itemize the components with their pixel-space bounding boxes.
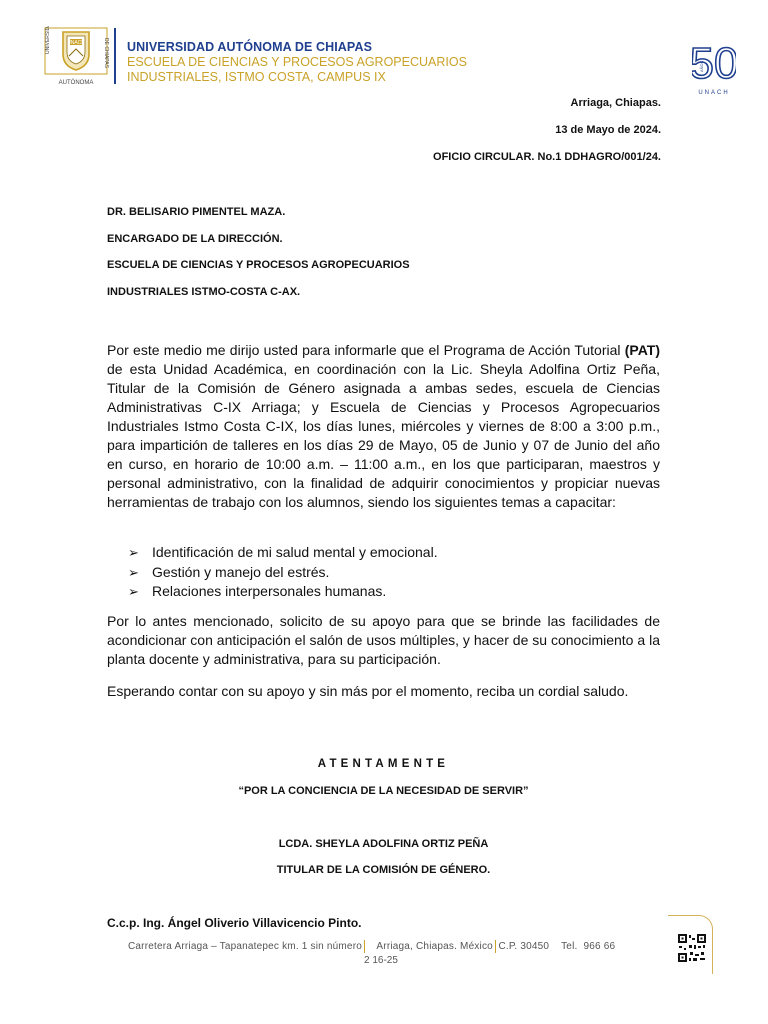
fifty-years-logo [692,24,736,98]
signatory-name: LCDA. SHEYLA ADOLFINA ORTIZ PEÑA [278,838,489,850]
signatory-title: TITULAR DE LA COMISIÓN DE GÉNERO. [276,864,491,876]
letterhead-divider [114,28,116,84]
university-motto: “POR LA CONCIENCIA DE LA NECESIDAD DE SERVIR” [238,785,529,797]
recipient-school-line-2: INDUSTRIALES ISTMO-COSTA C-AX. [107,286,301,298]
topics-list [128,543,438,602]
qr-code-icon[interactable] [677,933,707,963]
university-crest-logo [43,26,109,88]
carbon-copy: C.c.p. Ing. Ángel Oliverio Villavicencio Pinto. [107,916,362,930]
body-paragraph-3: Esperando contar con su apoyo y sin más por el momento, reciba un cordial saludo. [107,683,629,699]
list-item: ➢ Gestión y manejo del estrés. [128,563,438,583]
letter-date: 13 de Mayo de 2024. [555,124,661,136]
body-paragraph-1: Por este medio me dirijo usted para informarle que el Programa de Acción Tutorial (PAT) de esta Unidad Académica, en coordinación con la Lic. Sheyla Adolfina Ortiz Peña, Titular de la Comisión de Género asignada a ambas sedes, escuela de Ciencias Administrativas C-IX Arriaga; y Escuela de Ciencias y Procesos Agropecuarios Industriales Istmo Costa C-IX, los días lunes, miércoles y viernes de 8:00 a 3:00 p.m., para impartición de talleres en los días 29 de Mayo, 05 de Junio y 07 de Junio del año en curso, en horario de 10:00 a.m. – 11:00 a.m., en los que participaran, maestros y personal administrativo, con la finalidad de adquirir conocimientos y propiciar nuevas herramientas de trabajo con los alumnos, siendo los siguientes temas a capacitar: [107,342,660,510]
footer-separator [495,940,497,953]
university-name: UNIVERSIDAD AUTÓNOMA DE CHIAPAS [127,40,373,54]
pat-acronym: (PAT) [624,342,660,358]
svg-text:UNACH: UNACH [698,90,730,96]
letter-city: Arriaga, Chiapas. [570,97,661,109]
recipient-position: ENCARGADO DE LA DIRECCIÓN. [107,233,283,245]
svg-text:AUTÓNOMA: AUTÓNOMA [58,80,94,86]
svg-text:AÑOS: AÑOS [699,60,704,72]
body-paragraph-2: Por lo antes mencionado, solicito de su apoyo para que se brinde las facilidades de acondicionar con anticipación el salón de usos múltiples, y hacer de su conocimiento a la planta docente y administrativa, para su participación. [107,613,660,667]
svg-text:UNACH: UNACH [67,40,85,46]
arrow-bullet-icon: ➢ [128,545,139,560]
svg-text:UNIVERSIDAD: UNIVERSIDAD [45,26,51,54]
recipient-name: DR. BELISARIO PIMENTEL MAZA. [107,206,286,218]
arrow-bullet-icon: ➢ [128,584,139,599]
letter-reference: OFICIO CIRCULAR. No.1 DDHAGRO/001/24. [433,151,661,163]
list-item: ➢ Identificación de mi salud mental y emocional. [128,543,438,563]
arrow-bullet-icon: ➢ [128,564,139,580]
svg-text:50: 50 [692,39,736,88]
list-item: ➢ Relaciones interpersonales humanas. [128,582,438,602]
recipient-school-line-1: ESCUELA DE CIENCIAS Y PROCESOS AGROPECUARIOS [107,259,410,271]
footer-separator [364,940,366,953]
svg-text:DE CHIAPAS: DE CHIAPAS [103,38,109,68]
footer-phone-continuation: 2 16-25 [364,955,398,966]
school-name-line-2: INDUSTRIALES, ISTMO COSTA, CAMPUS IX [127,70,386,84]
footer-address: Carretera Arriaga – Tapanatepec km. 1 sin número Arriaga, Chiapas. México C.P. 30450 Tel. 966 66 [128,941,616,953]
school-name-line-1: ESCUELA DE CIENCIAS Y PROCESOS AGROPECUARIOS [127,55,467,69]
closing-word: ATENTAMENTE [317,758,450,770]
